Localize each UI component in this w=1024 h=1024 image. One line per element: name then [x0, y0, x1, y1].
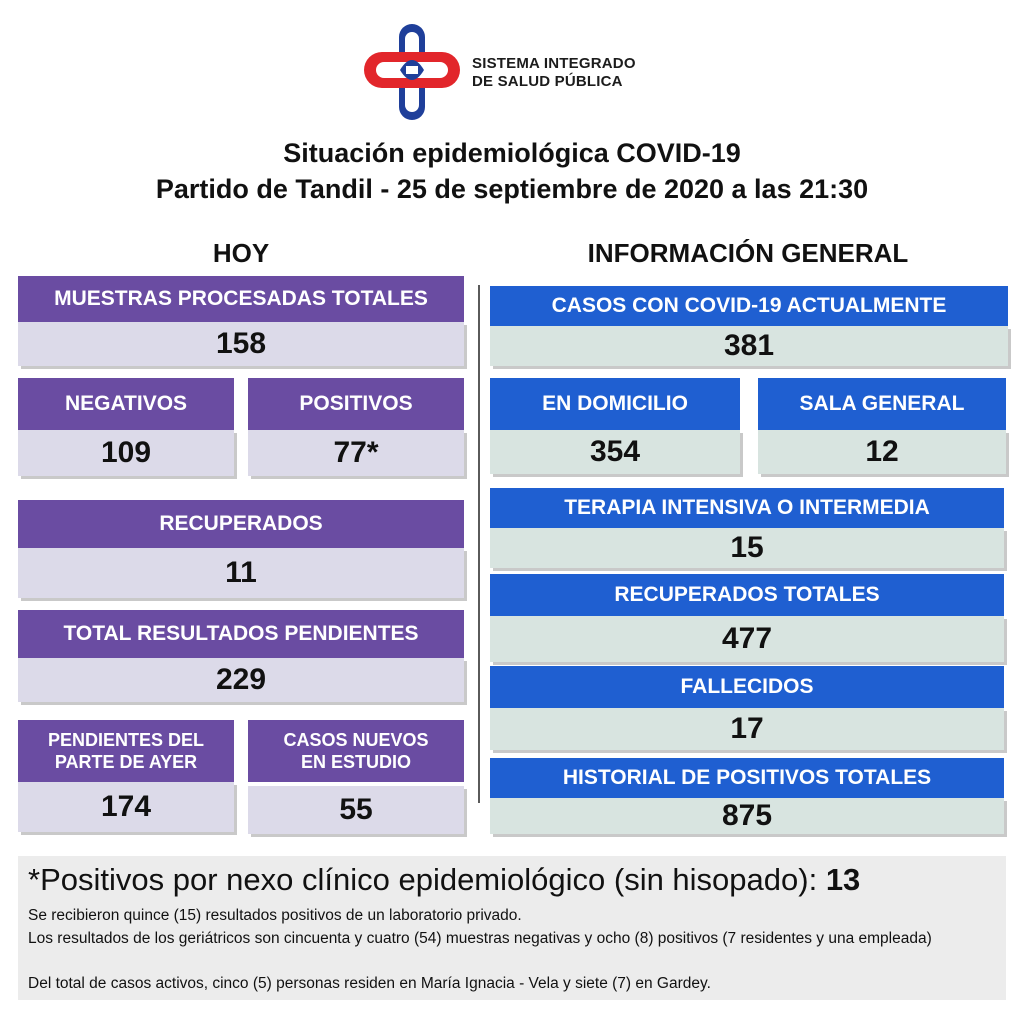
page-title: Situación epidemiológica COVID-19 — [283, 138, 741, 168]
terapia-value: 15 — [490, 528, 1004, 568]
fallecidos-label: FALLECIDOS — [490, 666, 1004, 708]
actuales-value: 381 — [490, 326, 1008, 366]
recuperados-totales-label: RECUPERADOS TOTALES — [490, 574, 1004, 616]
recuperados-label: RECUPERADOS — [18, 500, 464, 548]
negativos-label: NEGATIVOS — [18, 378, 234, 430]
org-line-1: SISTEMA INTEGRADO — [472, 55, 636, 72]
org-line-2: DE SALUD PÚBLICA — [472, 73, 623, 90]
sala-label: SALA GENERAL — [758, 378, 1006, 430]
hoy-heading: HOY — [212, 238, 270, 268]
note-line-3: Del total de casos activos, cinco (5) personas residen en María Ignacia - Vela y siete (7) en Gardey. — [28, 975, 711, 992]
sisp-logo — [362, 22, 462, 122]
nexo-clinico-text: *Positivos por nexo clínico epidemiológico (sin hisopado): — [28, 862, 826, 897]
nuevos-estudio-label-line-2: EN ESTUDIO — [300, 752, 411, 772]
nexo-clinico-value: 13 — [825, 862, 861, 897]
organization-name — [472, 55, 636, 91]
column-divider — [478, 285, 480, 803]
historial-value: 875 — [490, 798, 1004, 834]
general-heading: INFORMACIÓN GENERAL — [587, 238, 909, 268]
pendientes-ayer-label-line-1: PENDIENTES DEL — [47, 730, 205, 750]
positivos-label: POSITIVOS — [248, 378, 464, 430]
fallecidos-value: 17 — [490, 708, 1004, 750]
negativos-value: 109 — [18, 430, 234, 476]
pendientes-value: 229 — [18, 658, 464, 702]
nexo-clinico-note — [28, 862, 860, 898]
terapia-label: TERAPIA INTENSIVA O INTERMEDIA — [490, 488, 1004, 528]
sala-value: 12 — [758, 430, 1006, 474]
recuperados-value: 11 — [18, 548, 464, 598]
page-subtitle: Partido de Tandil - 25 de septiembre de 2020 a las 21:30 — [155, 174, 869, 204]
pendientes-label: TOTAL RESULTADOS PENDIENTES — [18, 610, 464, 658]
muestras-label: MUESTRAS PROCESADAS TOTALES — [18, 276, 464, 322]
note-line-1: Se recibieron quince (15) resultados positivos de un laboratorio privado. — [28, 907, 522, 924]
historial-label: HISTORIAL DE POSITIVOS TOTALES — [490, 758, 1004, 798]
pendientes-ayer-value: 174 — [18, 782, 234, 832]
domicilio-value: 354 — [490, 430, 740, 474]
positivos-value: 77* — [248, 430, 464, 476]
pendientes-ayer-label-line-2: PARTE DE AYER — [54, 752, 198, 772]
pendientes-ayer-label — [18, 720, 234, 782]
note-line-2: Los resultados de los geriátricos son cincuenta y cuatro (54) muestras negativas y ocho (8) positivos (7 residentes y una empleada) — [28, 930, 932, 947]
nuevos-estudio-label — [248, 720, 464, 782]
nuevos-estudio-label-line-1: CASOS NUEVOS — [283, 730, 429, 750]
actuales-label: CASOS CON COVID-19 ACTUALMENTE — [490, 286, 1008, 326]
recuperados-totales-value: 477 — [490, 616, 1004, 662]
domicilio-label: EN DOMICILIO — [490, 378, 740, 430]
nuevos-estudio-value: 55 — [248, 786, 464, 834]
muestras-value: 158 — [18, 322, 464, 366]
